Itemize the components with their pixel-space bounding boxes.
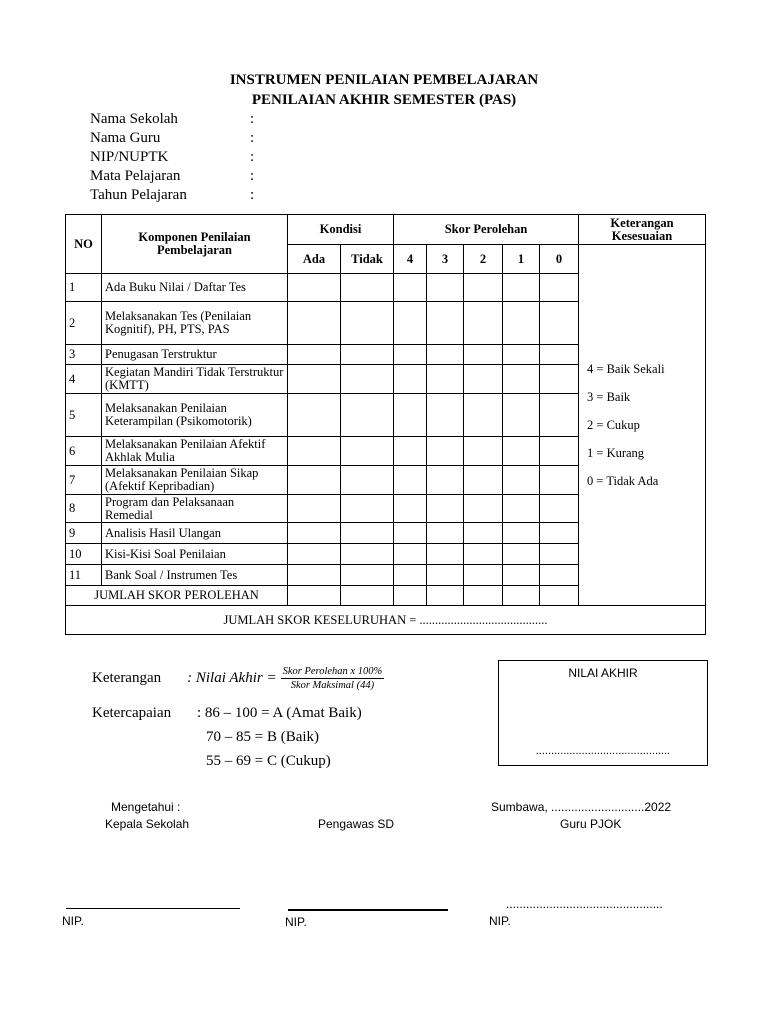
- nilai-akhir-box: [498, 660, 708, 766]
- ketercapaian-line: : 86 – 100 = A (Amat Baik): [197, 705, 362, 721]
- kepala-sekolah-label: Kepala Sekolah: [105, 817, 190, 831]
- table-header-row: [66, 215, 706, 245]
- legend-item: 2 = Cukup: [587, 418, 640, 432]
- ketercapaian-line: 55 – 69 = C (Cukup): [206, 753, 331, 769]
- legend-item: 1 = Kurang: [587, 446, 645, 460]
- sum-label: JUMLAH SKOR PEROLEHAN: [66, 586, 288, 606]
- subheader-2: 2: [464, 245, 503, 274]
- identity-row-tahun: Tahun Pelajaran :: [90, 187, 255, 203]
- table-row: 2 Melaksanakan Tes (Penilaian Kognitif), PH, PTS, PAS: [66, 302, 706, 345]
- guru-signature-dots: ...............................................: [506, 897, 663, 911]
- mengetahui-label: Mengetahui :: [111, 800, 181, 814]
- legend-item: 3 = Baik: [587, 390, 631, 404]
- table-row: 10 Kisi-Kisi Soal Penilaian: [66, 544, 706, 565]
- formula-numerator: Skor Perolehan x 100%: [282, 666, 383, 677]
- subheader-ada: Ada: [288, 245, 341, 274]
- legend-cell: [579, 245, 706, 606]
- nilai-akhir-blank[interactable]: ............................................: [535, 745, 671, 757]
- form-subtitle: PENILAIAN AKHIR SEMESTER (PAS): [251, 92, 517, 108]
- form-title: INSTRUMEN PENILAIAN PEMBELAJARAN: [229, 72, 539, 88]
- place-date: Sumbawa, ............................2022: [491, 800, 672, 814]
- pengawas-signature-line: [288, 909, 448, 911]
- assessment-table: [65, 214, 706, 635]
- legend-item: 4 = Baik Sekali: [587, 362, 665, 376]
- header-keterangan: Keterangan Kesesuaian: [579, 215, 706, 245]
- total-label: JUMLAH SKOR KESELURUHAN = .........................................: [66, 606, 706, 635]
- ketercapaian-block: [92, 701, 362, 773]
- nilai-akhir-label: NILAI AKHIR: [568, 666, 638, 680]
- table-row: 3 Penugasan Terstruktur: [66, 345, 706, 365]
- nip-guru: NIP.: [489, 914, 511, 928]
- header-kondisi: Kondisi: [288, 215, 394, 245]
- subheader-3: 3: [427, 245, 464, 274]
- table-row: 7 Melaksanakan Penilaian Sikap (Afektif Kepribadian): [66, 466, 706, 495]
- nip-kepala: NIP.: [62, 914, 84, 928]
- table-row: 8 Program dan Pelaksanaan Remedial: [66, 495, 706, 523]
- identity-row-nip: NIP/NUPTK :: [90, 149, 255, 165]
- formula-label: Keterangan: [92, 670, 162, 686]
- formula-line: [92, 666, 384, 691]
- ketercapaian-label: Ketercapaian: [92, 705, 172, 721]
- header-skor: Skor Perolehan: [394, 215, 579, 245]
- formula-denominator: Skor Maksimal (44): [290, 680, 375, 691]
- kepala-signature-line: [66, 908, 240, 909]
- ketercapaian-line: 70 – 85 = B (Baik): [206, 729, 320, 745]
- table-row: 5 Melaksanakan Penilaian Keterampilan (Psikomotorik): [66, 394, 706, 437]
- table-row: 6 Melaksanakan Penilaian Afektif Akhlak Mulia: [66, 437, 706, 466]
- subheader-0: 0: [540, 245, 579, 274]
- guru-label: Guru PJOK: [560, 817, 622, 831]
- identity-fields: [90, 110, 254, 205]
- table-row: 9 Analisis Hasil Ulangan: [66, 523, 706, 544]
- identity-row-guru: Nama Guru :: [90, 130, 255, 146]
- subheader-tidak: Tidak: [341, 245, 394, 274]
- total-row: [66, 606, 706, 635]
- table-row: 4 Kegiatan Mandiri Tidak Terstruktur (KMTT): [66, 365, 706, 394]
- identity-row-sekolah: Nama Sekolah :: [90, 111, 255, 127]
- table-row: 1 Ada Buku Nilai / Daftar Tes: [66, 274, 706, 302]
- formula-fraction: [281, 666, 385, 691]
- nip-pengawas: NIP.: [285, 915, 307, 929]
- legend-item: 0 = Tidak Ada: [587, 474, 659, 488]
- identity-row-mapel: Mata Pelajaran :: [90, 168, 255, 184]
- subheader-4: 4: [394, 245, 427, 274]
- formula-lhs: : Nilai Akhir =: [187, 670, 277, 686]
- header-no: NO: [66, 215, 102, 274]
- subheader-1: 1: [503, 245, 540, 274]
- header-komponen: Komponen Penilaian Pembelajaran: [102, 215, 288, 274]
- table-row: 11 Bank Soal / Instrumen Tes: [66, 565, 706, 586]
- pengawas-label: Pengawas SD: [318, 817, 395, 831]
